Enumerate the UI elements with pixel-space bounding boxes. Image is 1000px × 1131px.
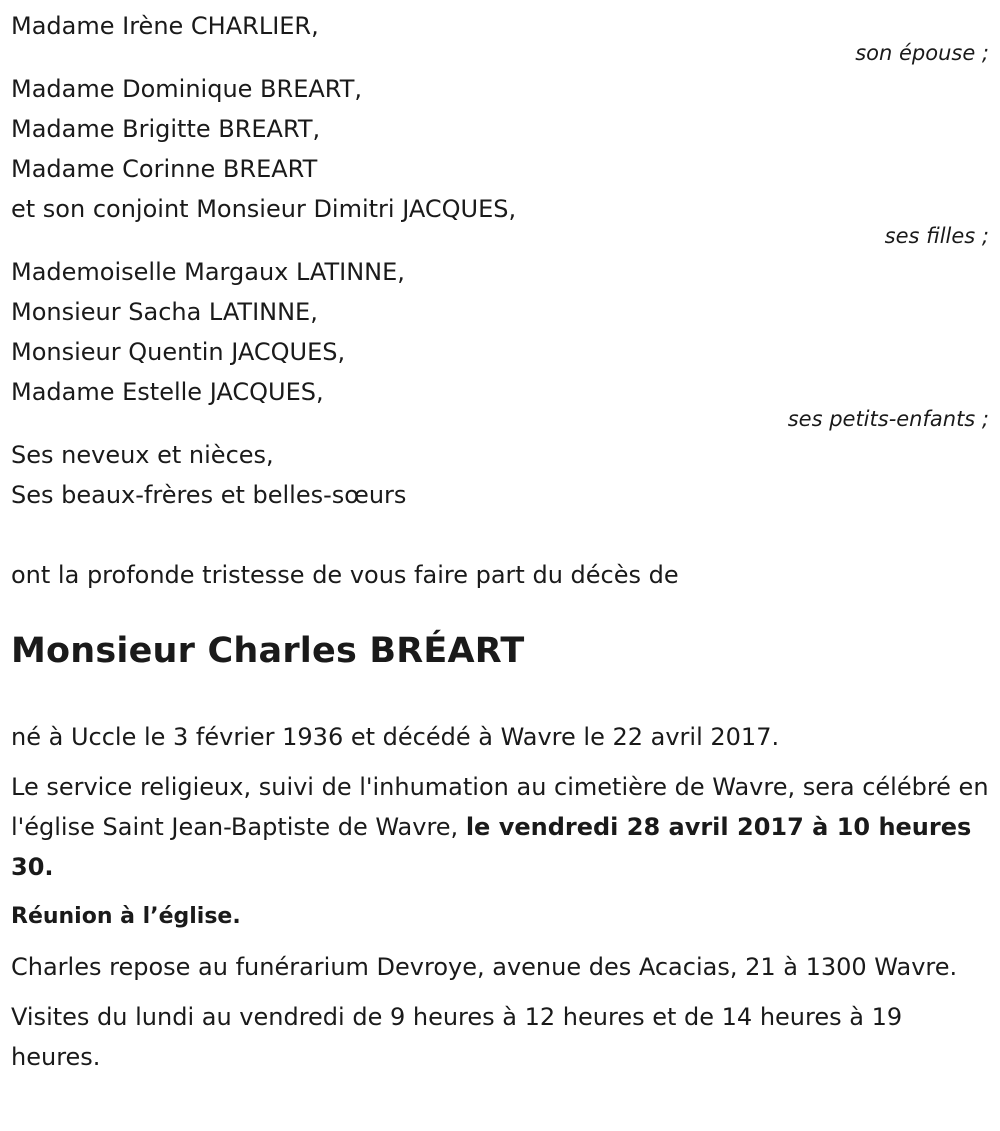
announcement-text: ont la profonde tristesse de vous faire part du décès de — [11, 561, 679, 589]
deceased-name: Monsieur Charles BRÉART — [11, 631, 525, 671]
daughters-role: ses filles ; — [884, 224, 989, 248]
service-datetime: le vendredi 28 avril 2017 à 10 heures 30. — [11, 813, 972, 881]
other-relatives-line: Ses neveux et nièces, — [11, 441, 274, 469]
daughter-partner-name: et son conjoint Monsieur Dimitri JACQUES, — [11, 195, 517, 223]
daughters-block — [11, 69, 989, 248]
grandchild-name: Monsieur Quentin JACQUES, — [11, 338, 346, 366]
rest-place-text: Charles repose au funérarium Devroye, avenue des Acacias, 21 à 1300 Wavre. — [11, 953, 958, 981]
spouse-name: Madame Irène CHARLIER, — [11, 12, 319, 40]
grandchild-name: Mademoiselle Margaux LATINNE, — [11, 258, 405, 286]
daughter-name: Madame Corinne BREART — [11, 155, 318, 183]
service-text: Le service religieux, suivi de l'inhumation au cimetière de Wavre, sera célébré en l'église Saint Jean-Baptiste de Wavre, — [11, 773, 989, 841]
other-relatives-line: Ses beaux-frères et belles-sœurs — [11, 481, 407, 509]
daughter-name: Madame Brigitte BREART, — [11, 115, 321, 143]
daughter-name: Madame Dominique BREART, — [11, 75, 362, 103]
spouse-block — [11, 6, 989, 65]
grandchildren-role: ses petits-enfants ; — [787, 407, 989, 431]
service-paragraph — [11, 767, 989, 887]
meeting-text: Réunion à l’église. — [11, 904, 241, 929]
grandchild-name: Madame Estelle JACQUES, — [11, 378, 324, 406]
other-relatives-block — [11, 435, 989, 515]
visits-text: Visites du lundi au vendredi de 9 heures à 12 heures et de 14 heures à 19 heures. — [11, 1003, 903, 1071]
spouse-role: son épouse ; — [855, 41, 989, 65]
obituary-notice — [11, 6, 989, 1087]
spacer — [11, 515, 989, 555]
birth-death-text: né à Uccle le 3 février 1936 et décédé à Wavre le 22 avril 2017. — [11, 723, 780, 751]
grandchild-name: Monsieur Sacha LATINNE, — [11, 298, 318, 326]
grandchildren-block — [11, 252, 989, 431]
